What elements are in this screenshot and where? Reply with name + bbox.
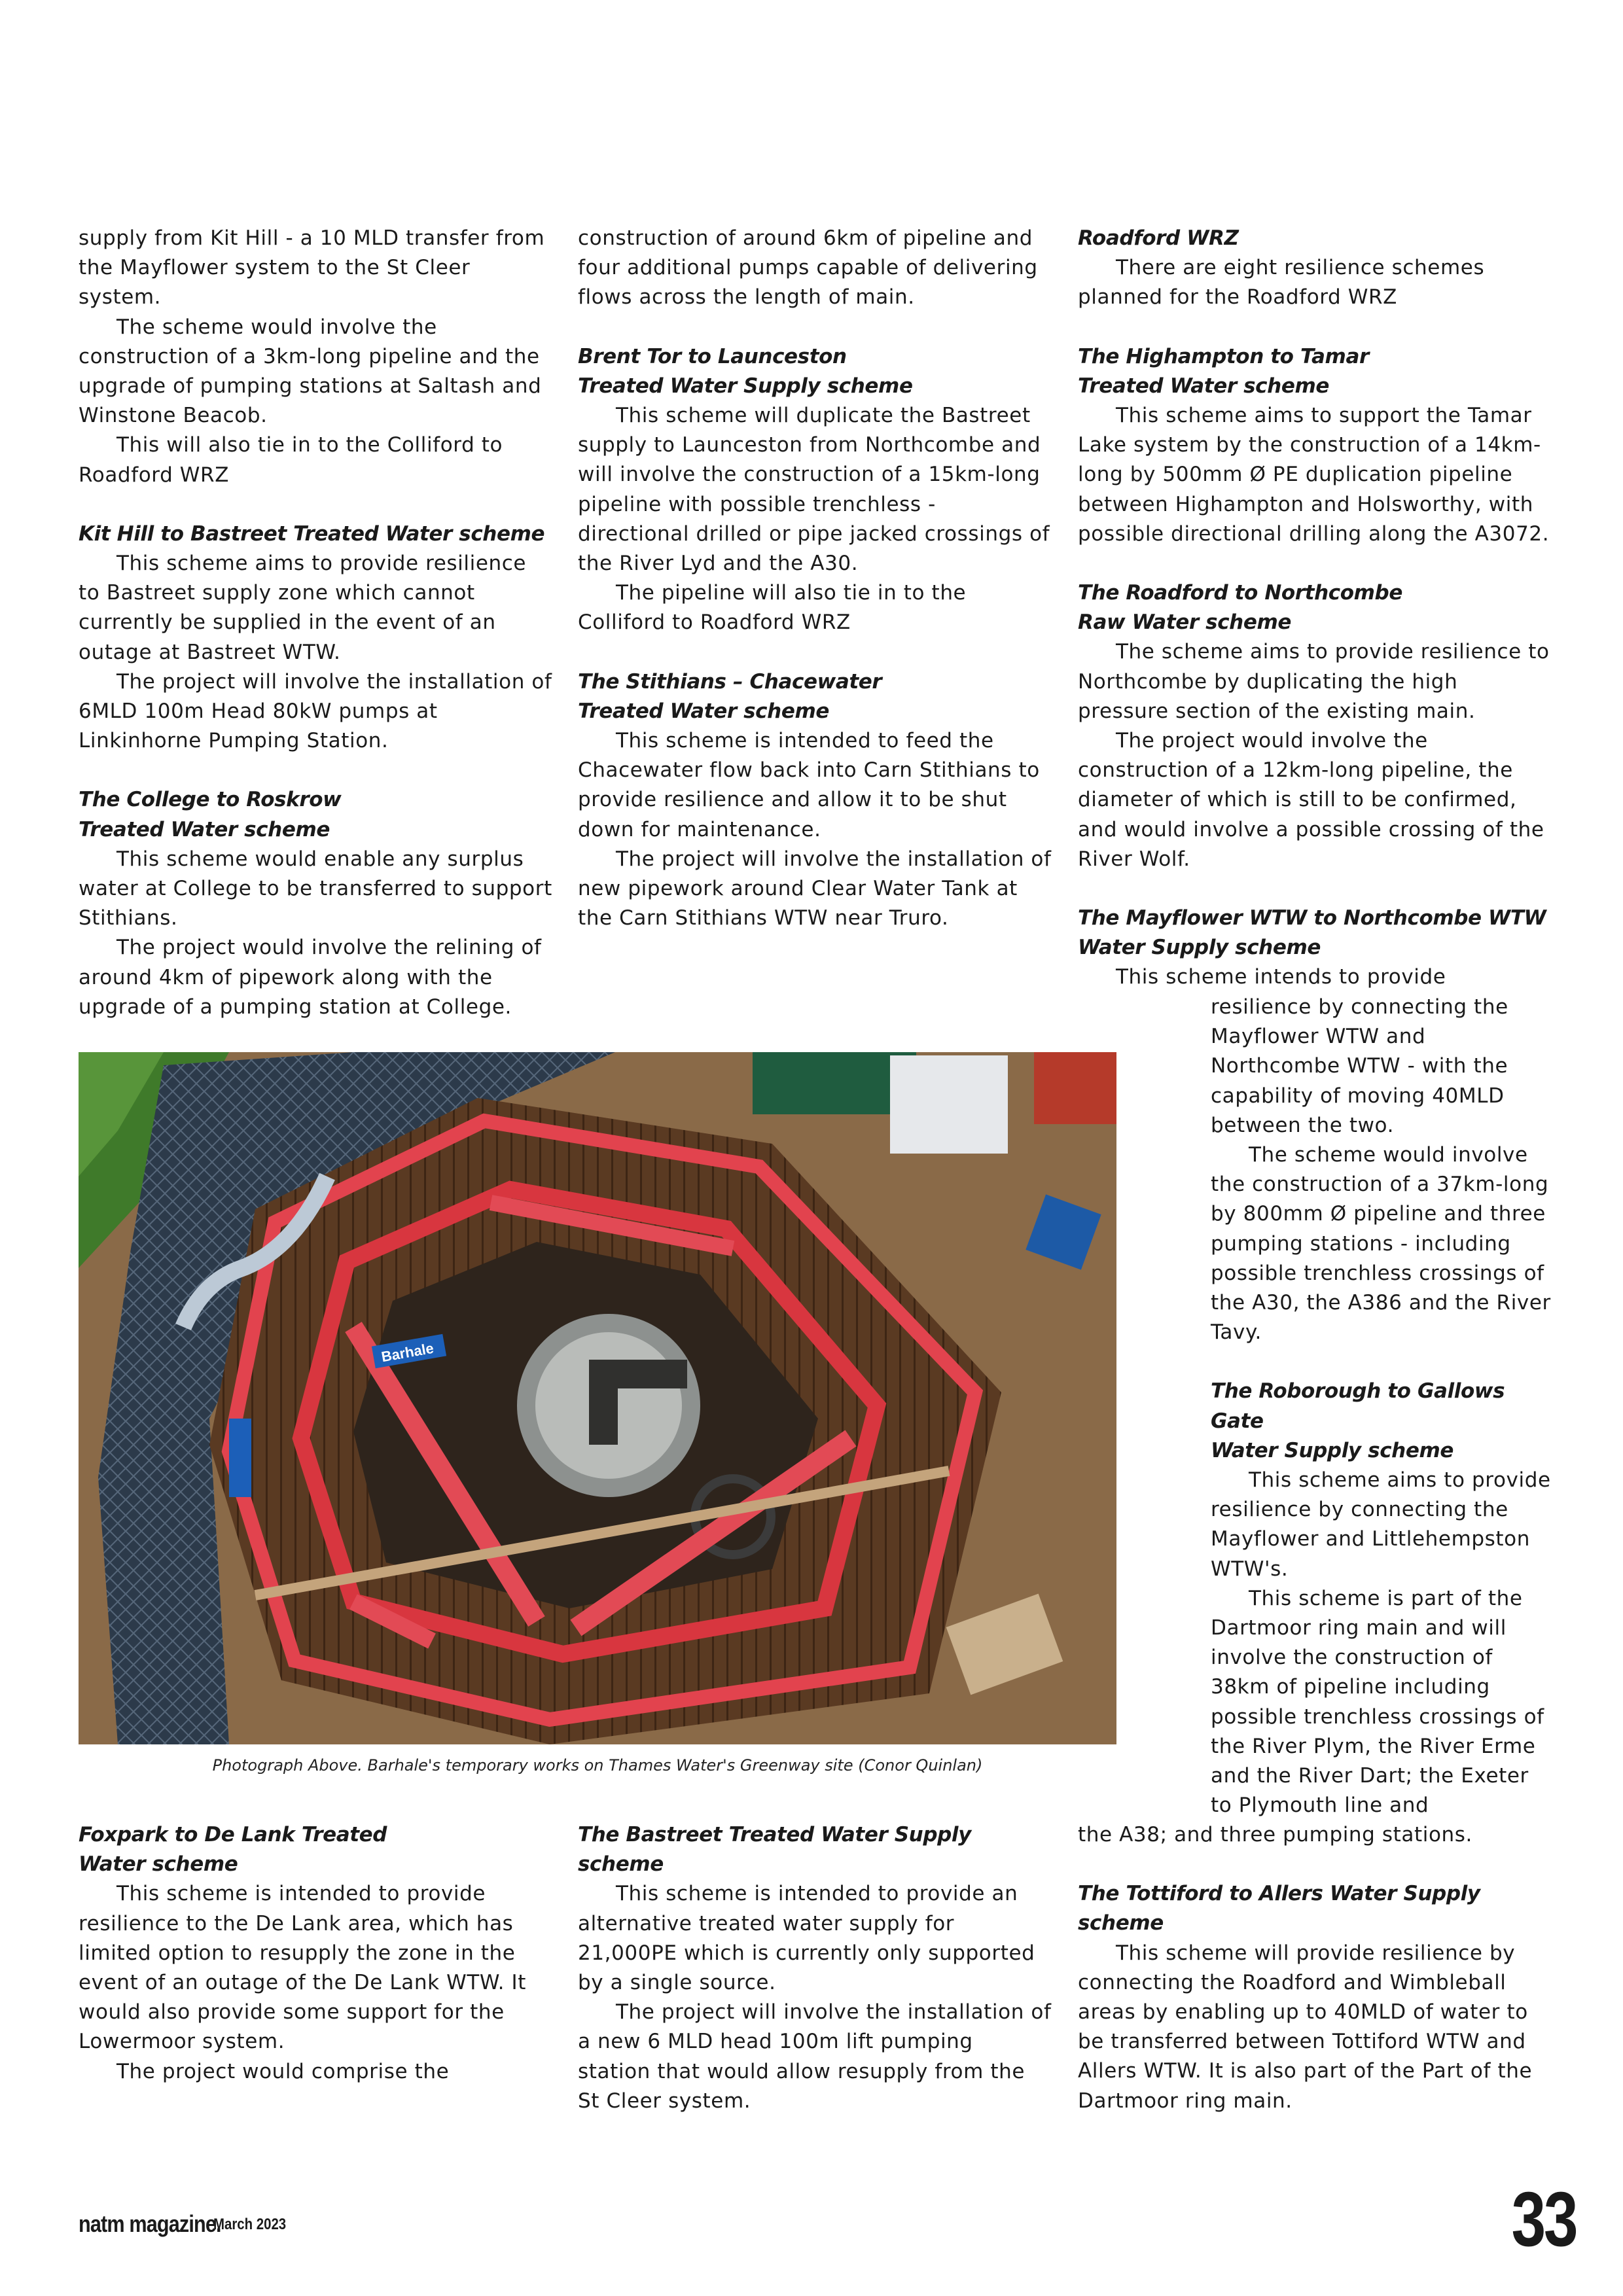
paragraph: This scheme intends to provide [1116,965,1446,989]
column-2-bottom [578,1820,1052,2116]
paragraph: The scheme aims to provide resilience to Northcombe by duplicating the high pressure section of the existing main. [1078,640,1550,723]
barhale-banner-side [229,1419,251,1497]
section-heading: The Tottiford to Allers Water Supply scheme [1078,1882,1480,1935]
paragraph: This scheme is intended to provide an alternative treated water supply for 21,000PE which is currently only supported by a single source. [578,1882,1035,1995]
section-heading: The Stithians – Chacewater [578,669,882,694]
column-3-bottom [1078,1820,1552,2116]
section-heading: Roadford WRZ [1078,226,1239,250]
paragraph: The scheme would involve the construction of a 37km-long by 800mm Ø pipeline and three pumping stations - including possible trenchless crossings of the A30, the A386 and the River Tavy. [1211,1143,1551,1345]
site-photograph [79,1052,1116,1744]
paragraph: The scheme would involve the construction of a 3km-long pipeline and the upgrade of pumping stations at Saltash and Winstone Beacob. [79,315,542,428]
section-heading: Treated Water scheme [1078,374,1329,398]
column-3 [1078,224,1552,993]
section-heading: Treated Water Supply scheme [578,374,913,398]
section-heading: The Bastreet Treated Water Supply scheme [578,1823,971,1877]
section-heading: Water scheme [79,1852,238,1877]
section-heading: The College to Roskrow [79,788,342,812]
section-heading: Foxpark to De Lank Treated [79,1823,387,1846]
paragraph: The pipeline will also tie in to the Colliford to Roadford WRZ [578,581,967,635]
excavation-photo-illustration [79,1052,1116,1744]
paragraph: This scheme aims to provide resilience by connecting the Mayflower and Littlehempston WTW's. [1211,1468,1551,1581]
paragraph: The project would involve the relining of around 4km of pipework along with the upgrade of a pumping station at College. [79,936,542,1019]
page-number: 33 [1511,2176,1576,2263]
paragraph: This scheme will duplicate the Bastreet supply to Launceston from Northcombe and will involve the construction of a 15km-long pipeline with possible trenchless - directional drilled or pipe jacked crossings of the River Lyd and the A30. [578,404,1050,576]
paragraph: The project would involve the construction of a 12km-long pipeline, the diameter of which is still to be confirmed, and would involve a possible crossing of the River Wolf. [1078,729,1544,871]
section-heading: Water Supply scheme [1078,936,1321,960]
column-3-wrap [1211,993,1551,1820]
photo-caption: Photograph Above. Barhale's temporary works on Thames Water's Greenway site (Conor Quinlan) [212,1756,983,1775]
column-1 [79,224,553,1022]
section-heading: Treated Water scheme [578,699,829,723]
section-heading: Treated Water scheme [79,817,330,841]
paragraph: The project would comprise the [116,2059,450,2083]
paragraph: The project will involve the installation of new pipework around Clear Water Tank at the Carn Stithians WTW near Truro. [578,847,1052,930]
column-1-bottom [79,1820,553,2087]
section-heading: The Highampton to Tamar [1078,344,1369,368]
paragraph: supply from Kit Hill - a 10 MLD transfer from the Mayflower system to the St Cleer system. [79,226,545,309]
generator-unit [890,1055,1008,1154]
paragraph: There are eight resilience schemes planned for the Roadford WRZ [1078,256,1485,309]
paragraph: This scheme is part of the Dartmoor ring main and will involve the construction of 38km of pipeline including possible trenchless crossings of the River Plym, the River Erme and the River Dart; the Exeter to Plymouth line and [1211,1586,1544,1818]
section-heading: The Roborough to Gallows Gate [1211,1379,1505,1433]
paragraph: This scheme would enable any surplus water at College to be transferred to support Stithians. [79,847,552,930]
paragraph: The project will involve the installation of a new 6 MLD head 100m lift pumping station that would allow resupply from the St Cleer system. [578,2000,1052,2113]
section-heading: Brent Tor to Launceston [578,344,847,368]
magazine-name: natm magazine. [79,2210,221,2237]
column-2 [578,224,1052,933]
paragraph: The project will involve the installation of 6MLD 100m Head 80kW pumps at Linkinhorne Pumping Station. [79,669,552,753]
paragraph: This scheme will provide resilience by connecting the Roadford and Wimbleball areas by enabling up to 40MLD of water to be transferred between Tottiford WTW and Allers WTW. It is also part of the Part of the Dartmoor ring main. [1078,1941,1533,2113]
issue-date: March 2023 [213,2216,287,2233]
section-heading: Kit Hill to Bastreet Treated Water scheme [79,521,545,546]
paragraph: the A38; and three pumping stations. [1078,1823,1473,1846]
section-heading: Water Supply scheme [1211,1438,1454,1462]
section-heading: The Mayflower WTW to Northcombe WTW [1078,906,1546,930]
paragraph: This scheme aims to support the Tamar Lake system by the construction of a 14km-long by 500mm Ø PE duplication pipeline between Highampton and Holsworthy, with possible directional drilling along the A3072. [1078,404,1550,546]
paragraph: This scheme is intended to provide resilience to the De Lank area, which has limited option to resupply the zone in the event of an outage of the De Lank WTW. It would also provide some support for the Lowermoor system. [79,1882,527,2054]
paragraph: construction of around 6km of pipeline and four additional pumps capable of delivering flows across the length of main. [578,226,1038,309]
paragraph: This will also tie in to the Colliford to Roadford WRZ [79,433,503,487]
section-heading: The Roadford to Northcombe [1078,581,1402,605]
paragraph: resilience by connecting the Mayflower WTW and Northcombe WTW - with the capability of moving 40MLD between the two. [1211,995,1508,1137]
paragraph: This scheme is intended to feed the Chacewater flow back into Carn Stithians to provide resilience and allow it to be shut down for maintenance. [578,729,1040,841]
svg-text:Barhale: Barhale [380,1339,435,1366]
section-heading: Raw Water scheme [1078,610,1292,635]
paragraph: This scheme aims to provide resilience to Bastreet supply zone which cannot currently be supplied in the event of an outage at Bastreet WTW. [79,552,527,664]
